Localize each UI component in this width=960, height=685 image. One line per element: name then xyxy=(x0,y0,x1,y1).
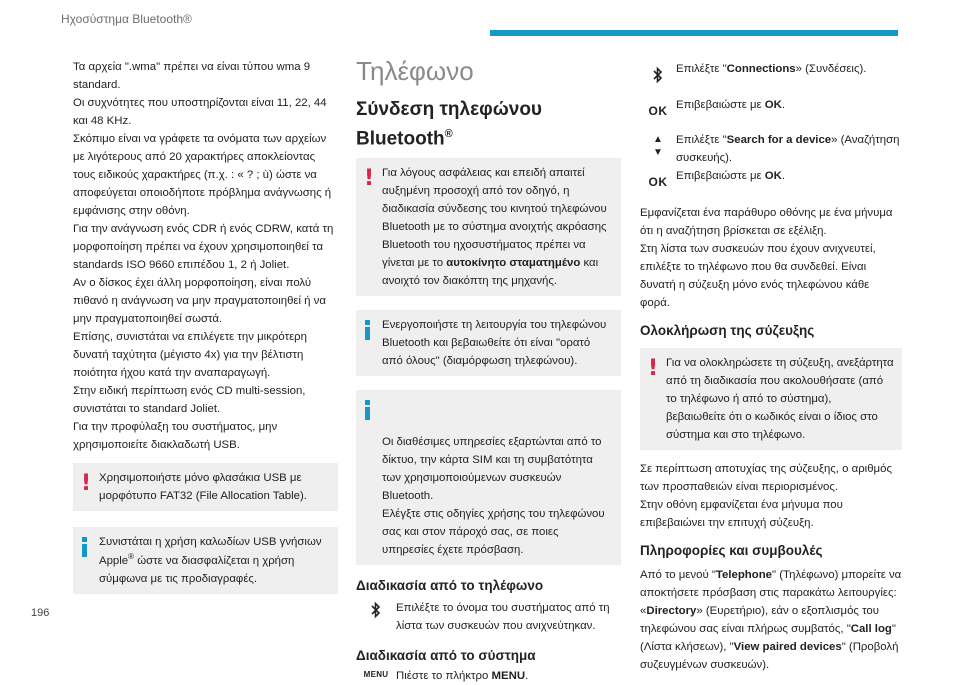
step-text: Επιλέξτε το όνομα του συστήματος από τη λίστα των συσκευών που ανιχνεύτηκαν. xyxy=(396,601,610,632)
paragraph: Για την ανάγνωση ενός CDR ή ενός CDRW, κατά τη μορφοποίηση πρέπει να έχουν χρησιμοποιηθεί τα standards ISO 9660 επιπέδου 1, 2 ή Joliet. xyxy=(73,223,334,272)
step-text: Επιβεβαιώστε με OK. xyxy=(676,99,786,111)
step-text: Επιλέξτε "Connections» (Συνδέσεις). xyxy=(676,63,867,75)
paragraph-search-result: Εμφανίζεται ένα παράθυρο οθόνης με ένα μήνυμα ότι η αναζήτηση βρίσκεται σε εξέλιξη. Στη λίστα των συσκευών που έχουν ανιχνευτεί, επιλέξτε το τηλέφωνο που θα συνδεθεί. Είναι δυνατή η σύζευξη μόνο ενός τηλεφώνου κάθε φορά. xyxy=(640,206,893,310)
warning-box-usb xyxy=(73,463,338,511)
up-down-arrows-icon xyxy=(640,131,676,159)
page-number: 196 xyxy=(31,607,50,619)
ok-key-icon: OK xyxy=(648,104,668,118)
warning-icon: ! xyxy=(81,471,92,497)
info-icon xyxy=(81,537,89,559)
info-icon xyxy=(364,400,372,422)
section-title: Τηλέφωνο xyxy=(356,56,474,86)
warning-text: Για να ολοκληρώσετε τη σύζευξη, ανεξάρτητα από τη διαδικασία που ακολουθήσατε (από το τηλέφωνο ή από το σύστημα), βεβαιωθείτε ότι ο κωδικός είναι ο ίδιος στο σύστημα και στο τηλέφωνο. xyxy=(666,357,894,442)
info-box-services xyxy=(356,390,621,564)
paragraph: Επίσης, συνιστάται να επιλέγετε την μικρότερη δυνατή ταχύτητα (μέγιστο 4x) για την βέλτιστη ποιότητα ήχου κατά την αναπαραγωγή. xyxy=(73,331,307,380)
step-press-menu xyxy=(356,667,621,685)
column-2 xyxy=(356,56,621,685)
paragraph: Οι συχνότητες που υποστηρίζονται είναι 11, 22, 44 και 48 KHz. xyxy=(73,97,327,128)
step-connections xyxy=(640,60,902,84)
bluetooth-icon xyxy=(640,60,676,84)
arrow-down-icon: ▼ xyxy=(653,146,663,158)
step-phone-select xyxy=(356,599,621,635)
step-search-device xyxy=(640,131,902,167)
info-icon xyxy=(364,320,372,342)
info-text: Οι διαθέσιμες υπηρεσίες εξαρτώνται από το δίκτυο, την κάρτα SIM και τη συμβατότητα των χρησιμοποιούμενων συσκευών Bluetooth. Ελέγξτε στις οδηγίες χρήσης του τηλεφώνου σας και στον πάροχό σας, σε ποιες υπηρεσίες έχετε πρόσβαση. xyxy=(382,435,605,556)
header-accent-bar xyxy=(490,30,898,36)
info-box-apple xyxy=(73,527,338,594)
col1-paragraphs xyxy=(73,58,338,454)
step-text: Πιέστε το πλήκτρο MENU. xyxy=(396,669,529,682)
paragraph: Για την προφύλαξη του συστήματος, μην χρησιμοποιείτε διακλαδωτή USB. xyxy=(73,421,278,452)
paragraph-pairing-failure: Σε περίπτωση αποτυχίας της σύζευξης, ο αριθμός των προσπαθειών είναι περιορισμένος. Στην οθόνη εμφανίζεται ένα μήνυμα που επιβεβαιώνει την επιτυχή σύζευξη. xyxy=(640,463,892,530)
step-confirm-ok-1 xyxy=(640,96,902,121)
warning-icon: ! xyxy=(364,166,375,192)
header-title: Ηχοσύστημα Bluetooth® xyxy=(61,12,192,26)
column-3 xyxy=(640,60,902,674)
info-box-visibility xyxy=(356,310,621,376)
step-text: Επιλέξτε "Search for a device» (Αναζήτηση συσκευής). xyxy=(676,133,900,164)
paragraph-telephone-menu: Από το μενού "Telephone" (Τηλέφωνο) μπορείτε να αποκτήσετε πρόσβαση στις παρακάτω λειτουργίες: «Directory» (Ευρετήριο), εάν ο εξοπλισμός του τηλεφώνου σας είναι πλήρως συμβατός, "Call log" (Λίστα κλήσεων), "View paired devices" (Προβολή συζευγμένων συσκευών). xyxy=(640,569,902,672)
info-text: Συνιστάται η χρήση καλωδίων USB γνήσιων Apple® ώστε να διασφαλίζεται η χρήση σύμφωνα με τις προδιαγραφές. xyxy=(99,536,322,586)
step-text: Επιβεβαιώστε με OK. xyxy=(676,169,786,182)
paragraph: Στην ειδική περίπτωση ενός CD multi-session, συνιστάται το standard Joliet. xyxy=(73,385,306,416)
paragraph: Σκόπιμο είναι να γράφετε τα ονόματα των αρχείων με λιγότερους από 20 χαρακτήρες αποκλείοντας τους ειδικούς χαρακτήρες (π.χ. : « ? ; ù) ώστε να αποφεύγεται οποιοδήποτε πρόβλημα ανάγνωσης ή εμφάνισης στην οθόνη. xyxy=(73,133,332,218)
heading-pairing-completion: Ολοκλήρωση της σύζευξης xyxy=(640,323,815,339)
step-confirm-ok-2 xyxy=(640,167,902,192)
heading-system-procedure: Διαδικασία από το σύστημα xyxy=(356,647,536,663)
menu-key-icon: MENU xyxy=(363,669,389,679)
warning-icon: ! xyxy=(648,356,659,382)
paragraph: Τα αρχεία ".wma" πρέπει να είναι τύπου wma 9 standard. xyxy=(73,61,311,92)
warning-text: Χρησιμοποιήστε μόνο φλασάκια USB με μορφότυπο FAT32 (File Allocation Table). xyxy=(99,472,307,503)
heading-bluetooth-connection: Σύνδεση τηλεφώνου Bluetooth® xyxy=(356,99,542,150)
bluetooth-icon xyxy=(356,599,396,619)
warning-text: Για λόγους ασφάλειας και επειδή απαιτεί αυξημένη προσοχή από τον οδηγό, η διαδικασία σύνδεσης του κινητού τηλεφώνου Bluetooth με το σύστημα ανοιχτής ακρόασης Bluetooth του ηχοσυστήματος πρέπει να γίνεται με το αυτοκίνητο σταματημένο και ανοιχτό τον διακόπτη της μηχανής. xyxy=(382,167,607,288)
warning-box-pairing xyxy=(640,348,902,450)
info-text: Ενεργοποιήστε τη λειτουργία του τηλεφώνου Bluetooth και βεβαιωθείτε ότι είναι "ορατό από όλους" (διαμόρφωση τηλεφώνου). xyxy=(382,319,607,368)
ok-key-icon: OK xyxy=(648,174,668,189)
column-1 xyxy=(73,58,338,594)
heading-phone-procedure: Διαδικασία από το τηλέφωνο xyxy=(356,577,544,593)
paragraph: Αν ο δίσκος έχει άλλη μορφοποίηση, είναι πολύ πιθανό η ανάγνωση να μην πραγματοποιηθεί ή να μην πραγματοποιηθεί σωστά. xyxy=(73,277,326,326)
arrow-up-icon: ▲ xyxy=(653,133,663,145)
heading-info-tips: Πληροφορίες και συμβουλές xyxy=(640,543,823,559)
warning-box-safety xyxy=(356,158,621,296)
